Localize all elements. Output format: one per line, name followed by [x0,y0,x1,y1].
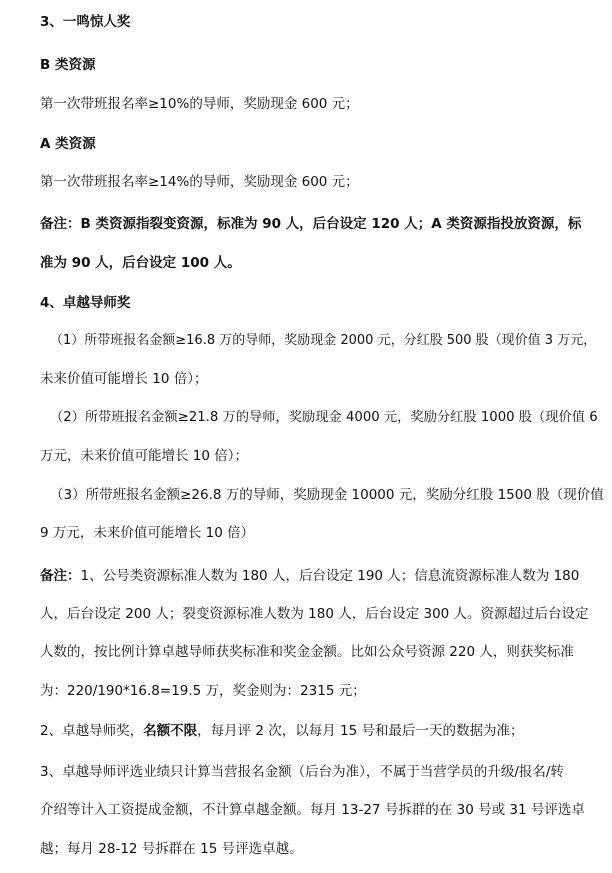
b-class-reward: 第一次带班报名率≥10%的导师，奖励现金 600 元； [40,96,359,112]
item-2-line-2: 万元，未来价值可能增长 10 倍）； [40,448,249,464]
section-3-title: 3、一鸣惊人奖 [40,14,131,30]
item-1-line-2: 未来价值可能增长 10 倍）； [40,371,208,387]
section-3-note-line-1: 备注：B 类资源指裂变资源，标准为 90 人，后台设定 120 人；A 类资源指投放资源，标 [40,216,582,232]
a-class-reward: 第一次带班报名率≥14%的导师，奖励现金 600 元； [40,174,359,190]
note-3-line-2: 介绍等计入工资提成金额，不计算卓越金额。每月 13-27 号拆群的在 30 号或 31 号评选卓 [40,802,585,818]
item-3-line-2: 9 万元，未来价值可能增长 10 倍） [40,525,255,541]
note-3-line-1: 3、卓越导师评选业绩只计算当营报名金额（后台为准），不属于当营学员的升级/报名/转 [40,764,564,780]
note-2-emphasis: 名额不限 [143,723,198,739]
note-3-line-3: 越；每月 28-12 号拆群在 15 号评选卓越。 [40,841,303,857]
b-class-heading: B 类资源 [40,57,96,73]
note-1-line-4: 为：220/190*16.8=19.5 万，奖金则为：2315 元； [40,683,366,699]
note-1-line-2: 人，后台设定 200 人；裂变资源标准人数为 180 人，后台设定 300 人。资源超过后台设定 [40,606,589,622]
section-4-title: 4、卓越导师奖 [40,295,131,311]
item-2-line-1: （2）所带班报名金额≥21.8 万的导师，奖励现金 4000 元，奖励分红股 1000 股（现价值 6 [50,410,598,425]
note-2 [40,721,524,741]
a-class-heading: A 类资源 [40,136,96,152]
item-1-line-1: （1）所带班报名金额≥16.8 万的导师，奖励现金 2000 元，分红股 500 股（现价值 3 万元， [50,333,597,348]
item-3-line-1: （3）所带班报名金额≥26.8 万的导师，奖励现金 10000 元，奖励分红股 1500 股（现价值 [50,487,604,503]
note-label: 备注： [40,568,81,584]
note-1-line-3: 人数的，按比例计算卓越导师获奖标准和奖金金额。比如公众号资源 220 人，则获奖标准 [40,644,574,660]
note-2-suffix: ，每月评 2 次，以每月 15 号和最后一天的数据为准； [197,723,524,739]
note-1-line-1 [40,566,579,586]
section-3-note-line-2: 准为 90 人，后台设定 100 人。 [40,255,241,271]
note-1-text: 1、公号类资源标准人数为 180 人，后台设定 190 人；信息流资源标准人数为 180 [80,568,580,584]
note-2-prefix: 2、卓越导师奖， [40,723,144,739]
